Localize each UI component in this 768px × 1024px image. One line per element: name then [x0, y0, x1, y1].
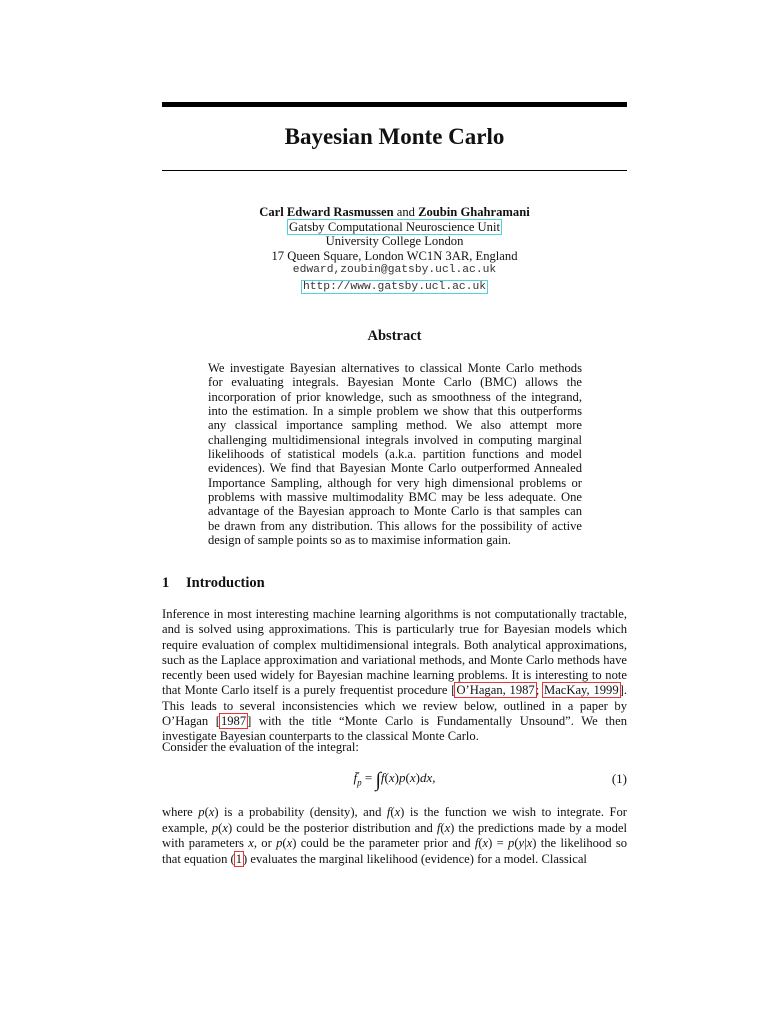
para3-text-f: , or — [253, 836, 277, 851]
address-line: 17 Queen Square, London WC1N 3AR, England — [271, 248, 518, 263]
para3-text-g: could be the parameter prior and — [296, 836, 475, 851]
author-block — [162, 205, 627, 295]
section-title: Introduction — [186, 575, 265, 591]
intro-text-c: with the title “Monte Carlo is Fundamentally Unsound”. We then investigate Bayesian counterparts to the classical Monte Carlo. — [162, 714, 627, 744]
citation-ohagan-1987[interactable]: O’Hagan, 1987 — [456, 683, 535, 698]
equation-ref-link[interactable]: 1 — [235, 851, 243, 866]
title-bottom-rule — [162, 170, 627, 171]
para3-text-d: could be the posterior distribution and — [232, 820, 437, 835]
section-heading — [162, 573, 627, 593]
para3-text-b: is a probability (density), and — [218, 805, 387, 819]
author-name-1: Carl Edward Rasmussen — [259, 205, 394, 219]
equation-1 — [162, 765, 627, 793]
author-line — [162, 205, 627, 220]
intro-paragraph-1: Inference in most interesting machine learning algorithms is not computationally tractable, and is solved using approximations. This is particularly true for Bayesian models which require evaluation of complex multidimensional integrals. Both analytical approximations, such as the Laplace approximation and variational methods, and Monte Carlo methods have recently been used widely for Bayesian machine learning problems. It is interesting to note that Monte Carlo itself is a purely frequentist procedure [O’Hagan, 1987; MacKay, 1999]. This leads to several inconsistencies which we review below, outlined in a paper by O’Hagan [1987] with the title “Monte Carlo is Fundamentally Unsound”. We then investigate Bayesian counterparts to the classical Monte Carlo. — [162, 607, 627, 744]
url-line — [162, 278, 627, 295]
abstract-text: We investigate Bayesian alternatives to classical Monte Carlo methods for evaluating integrals. Bayesian Monte Carlo (BMC) allows the incorporation of prior knowledge, such as smoothness of the integrand, into the estimation. In a simple problem we show that this outperforms any classical importance sampling method. We also attempt more challenging multidimensional integrals involved in computing marginal likelihoods of statistical models (a.k.a. partition functions and model evidences). We find that Bayesian Monte Carlo outperformed Annealed Importance Sampling, although for very high dimensional problems or problems with massive multimodality BMC may be less adequate. One advantage of the Bayesian approach to Monte Carlo is that samples can be drawn from any distribution. This allows for the possibility of active design of sample points so as to maximise information gain. — [208, 361, 582, 548]
email-line: edward,zoubin@gatsby.ucl.ac.uk — [292, 264, 497, 277]
equation-number: (1) — [611, 771, 627, 786]
intro-text-a: Inference in most interesting machine learning algorithms is not computationally tractable, and is solved using approximations. This is particularly true for Bayesian models which require evaluation of complex multidimensional integrals. Both analytical approximations, such as the Laplace approximation and variational methods, and Monte Carlo methods have recently been used widely for Bayesian machine learning problems. It is interesting to note that Monte Carlo itself is a purely frequentist procedure — [162, 607, 627, 698]
title-top-rule — [162, 102, 627, 107]
intro-paragraph-3: where p(x) is a probability (density), and f(x) is the function we wish to integrate. For example, p(x) could be the posterior distribution and f(x) the predictions made by a model with parameters x, or p(x) could be the parameter prior and f(x) = p(y|x) the likelihood so that equation (1) evaluates the marginal likelihood (evidence) for a model. Classical — [162, 805, 628, 866]
citation-mackay-1999[interactable]: MacKay, 1999 — [544, 683, 619, 698]
author-name-2: Zoubin Ghahramani — [418, 205, 530, 219]
para3-text-e: the predictions made by a model with parameters — [162, 820, 627, 851]
affiliation-link[interactable]: Gatsby Computational Neuroscience Unit — [289, 219, 500, 234]
abstract-heading: Abstract — [367, 328, 422, 344]
para3-text-h: the likelihood so that equation — [162, 836, 628, 866]
paper-title: Bayesian Monte Carlo — [284, 124, 505, 149]
citation-year-1987[interactable]: 1987 — [220, 714, 247, 729]
author-connector: and — [393, 205, 419, 219]
para3-text-c: is the function we wish to integrate. For example, — [162, 805, 627, 835]
section-number: 1 — [162, 575, 170, 591]
para3-text-i: evaluates the marginal likelihood (evidence) for a model. Classical — [247, 851, 587, 866]
affiliation-line — [162, 220, 627, 235]
university-line: University College London — [325, 234, 464, 249]
para3-text-a: where — [162, 805, 199, 819]
intro-text-b: ]. This leads to several inconsistencies which we review below, outlined in a paper by O’Hagan — [162, 683, 627, 729]
intro-paragraph-2: Consider the evaluation of the integral: — [162, 740, 359, 754]
citation-separator: ; — [535, 683, 543, 698]
equation-body: $f̄_p = \int f(x)p(x)dx$, — [353, 769, 436, 791]
homepage-link[interactable]: http://www.gatsby.ucl.ac.uk — [302, 280, 487, 293]
